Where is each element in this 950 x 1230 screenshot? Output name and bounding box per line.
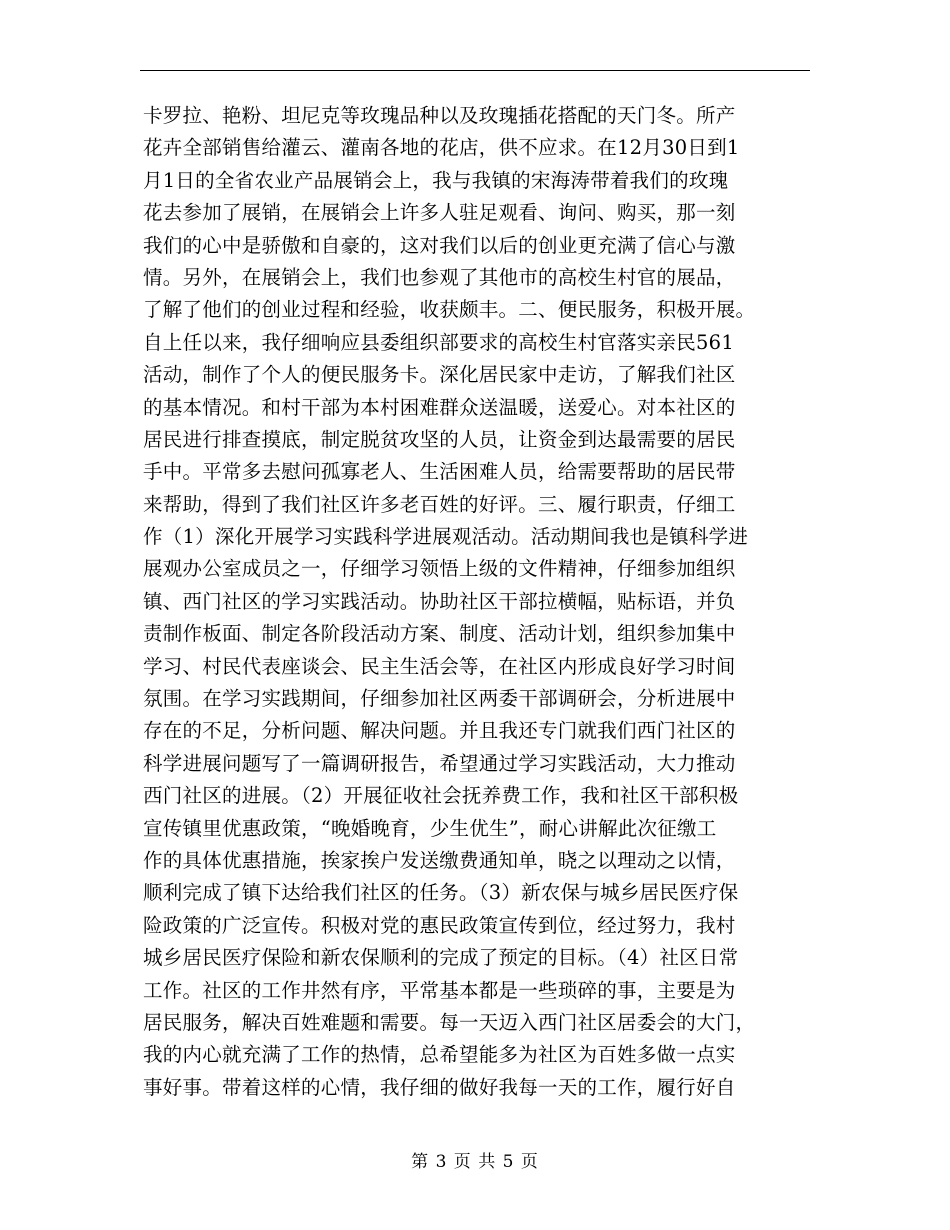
text-line: 手中。平常多去慰问孤寡老人、生活困难人员，给需要帮助的居民带 [143, 460, 736, 484]
text-line: 存在的不足，分析问题、解决问题。并且我还专门就我们西门社区的 [143, 719, 736, 743]
text-line: 展观办公室成员之一，仔细学习领悟上级的文件精神，仔细参加组织 [143, 557, 736, 581]
text-line: 自上任以来，我仔细响应县委组织部要求的高校生村官落实亲民561 [143, 330, 734, 354]
text-line: 来帮助，得到了我们社区许多老百姓的好评。三、履行职责，仔细工 [143, 492, 736, 516]
text-line: 氛围。在学习实践期间，仔细参加社区两委干部调研会，分析进展中 [143, 687, 736, 711]
text-line: 险政策的广泛宣传。积极对党的惠民政策宣传到位，经过努力，我村 [143, 913, 736, 937]
text-line: 科学进展问题写了一篇调研报告，希望通过学习实践活动，大力推动 [143, 751, 736, 775]
text-line: 事好事。带着这样的心情，我仔细的做好我每一天的工作，履行好自 [143, 1075, 736, 1099]
text-line: 宣传镇里优惠政策，“晚婚晚育，少生优生”，耐心讲解此次征缴工 [143, 816, 717, 840]
text-line: 居民进行排查摸底，制定脱贫攻坚的人员，让资金到达最需要的居民 [143, 427, 736, 451]
text-line: 居民服务，解决百姓难题和需要。每一天迈入西门社区居委会的大门， [143, 1010, 756, 1034]
text-line: 责制作板面、制定各阶段活动方案、制度、活动计划，组织参加集中 [143, 622, 736, 646]
text-line: 镇、西门社区的学习实践活动。协助社区干部拉横幅，贴标语，并负 [143, 589, 736, 613]
text-line: 顺利完成了镇下达给我们社区的任务。（3）新农保与城乡居民医疗保 [143, 881, 739, 905]
text-line: 月1日的全省农业产品展销会上，我与我镇的宋海涛带着我们的玫瑰 [143, 168, 729, 192]
text-line: 我们的心中是骄傲和自豪的，这对我们以后的创业更充满了信心与激 [143, 233, 736, 257]
text-line: 卡罗拉、艳粉、坦尼克等玫瑰品种以及玫瑰插花搭配的天门冬。所产 [143, 104, 736, 127]
text-line: 学习、村民代表座谈会、民主生活会等，在社区内形成良好学习时间 [143, 654, 736, 678]
page-number-footer: 第 3 页 共 5 页 [411, 1152, 539, 1172]
text-line: 了解了他们的创业过程和经验，收获颇丰。二、便民服务，积极开展。 [143, 298, 756, 322]
text-line: 花去参加了展销，在展销会上许多人驻足观看、询问、购买，那一刻 [143, 201, 736, 225]
text-line: 西门社区的进展。（2）开展征收社会抚养费工作，我和社区干部积极 [143, 784, 739, 808]
text-line: 情。另外，在展销会上，我们也参观了其他市的高校生村官的展品， [143, 265, 736, 289]
text-line: 作（1）深化开展学习实践科学进展观活动。活动期间我也是镇科学进 [143, 525, 749, 549]
text-line: 的基本情况。和村干部为本村困难群众送温暖，送爱心。对本社区的 [143, 395, 736, 419]
text-line: 城乡居民医疗保险和新农保顺利的完成了预定的目标。（4）社区日常 [143, 946, 739, 970]
header-rule [140, 70, 810, 71]
text-line: 工作。社区的工作井然有序，平常基本都是一些琐碎的事，主要是为 [143, 978, 736, 1002]
text-line: 花卉全部销售给灌云、灌南各地的花店，供不应求。在12月30日到1 [143, 136, 740, 160]
text-line: 活动，制作了个人的便民服务卡。深化居民家中走访，了解我们社区 [143, 363, 736, 387]
text-line: 作的具体优惠措施，挨家挨户发送缴费通知单，晓之以理动之以情， [143, 848, 736, 872]
text-line: 我的内心就充满了工作的热情，总希望能多为社区为百姓多做一点实 [143, 1043, 736, 1067]
document-body [143, 100, 815, 1104]
